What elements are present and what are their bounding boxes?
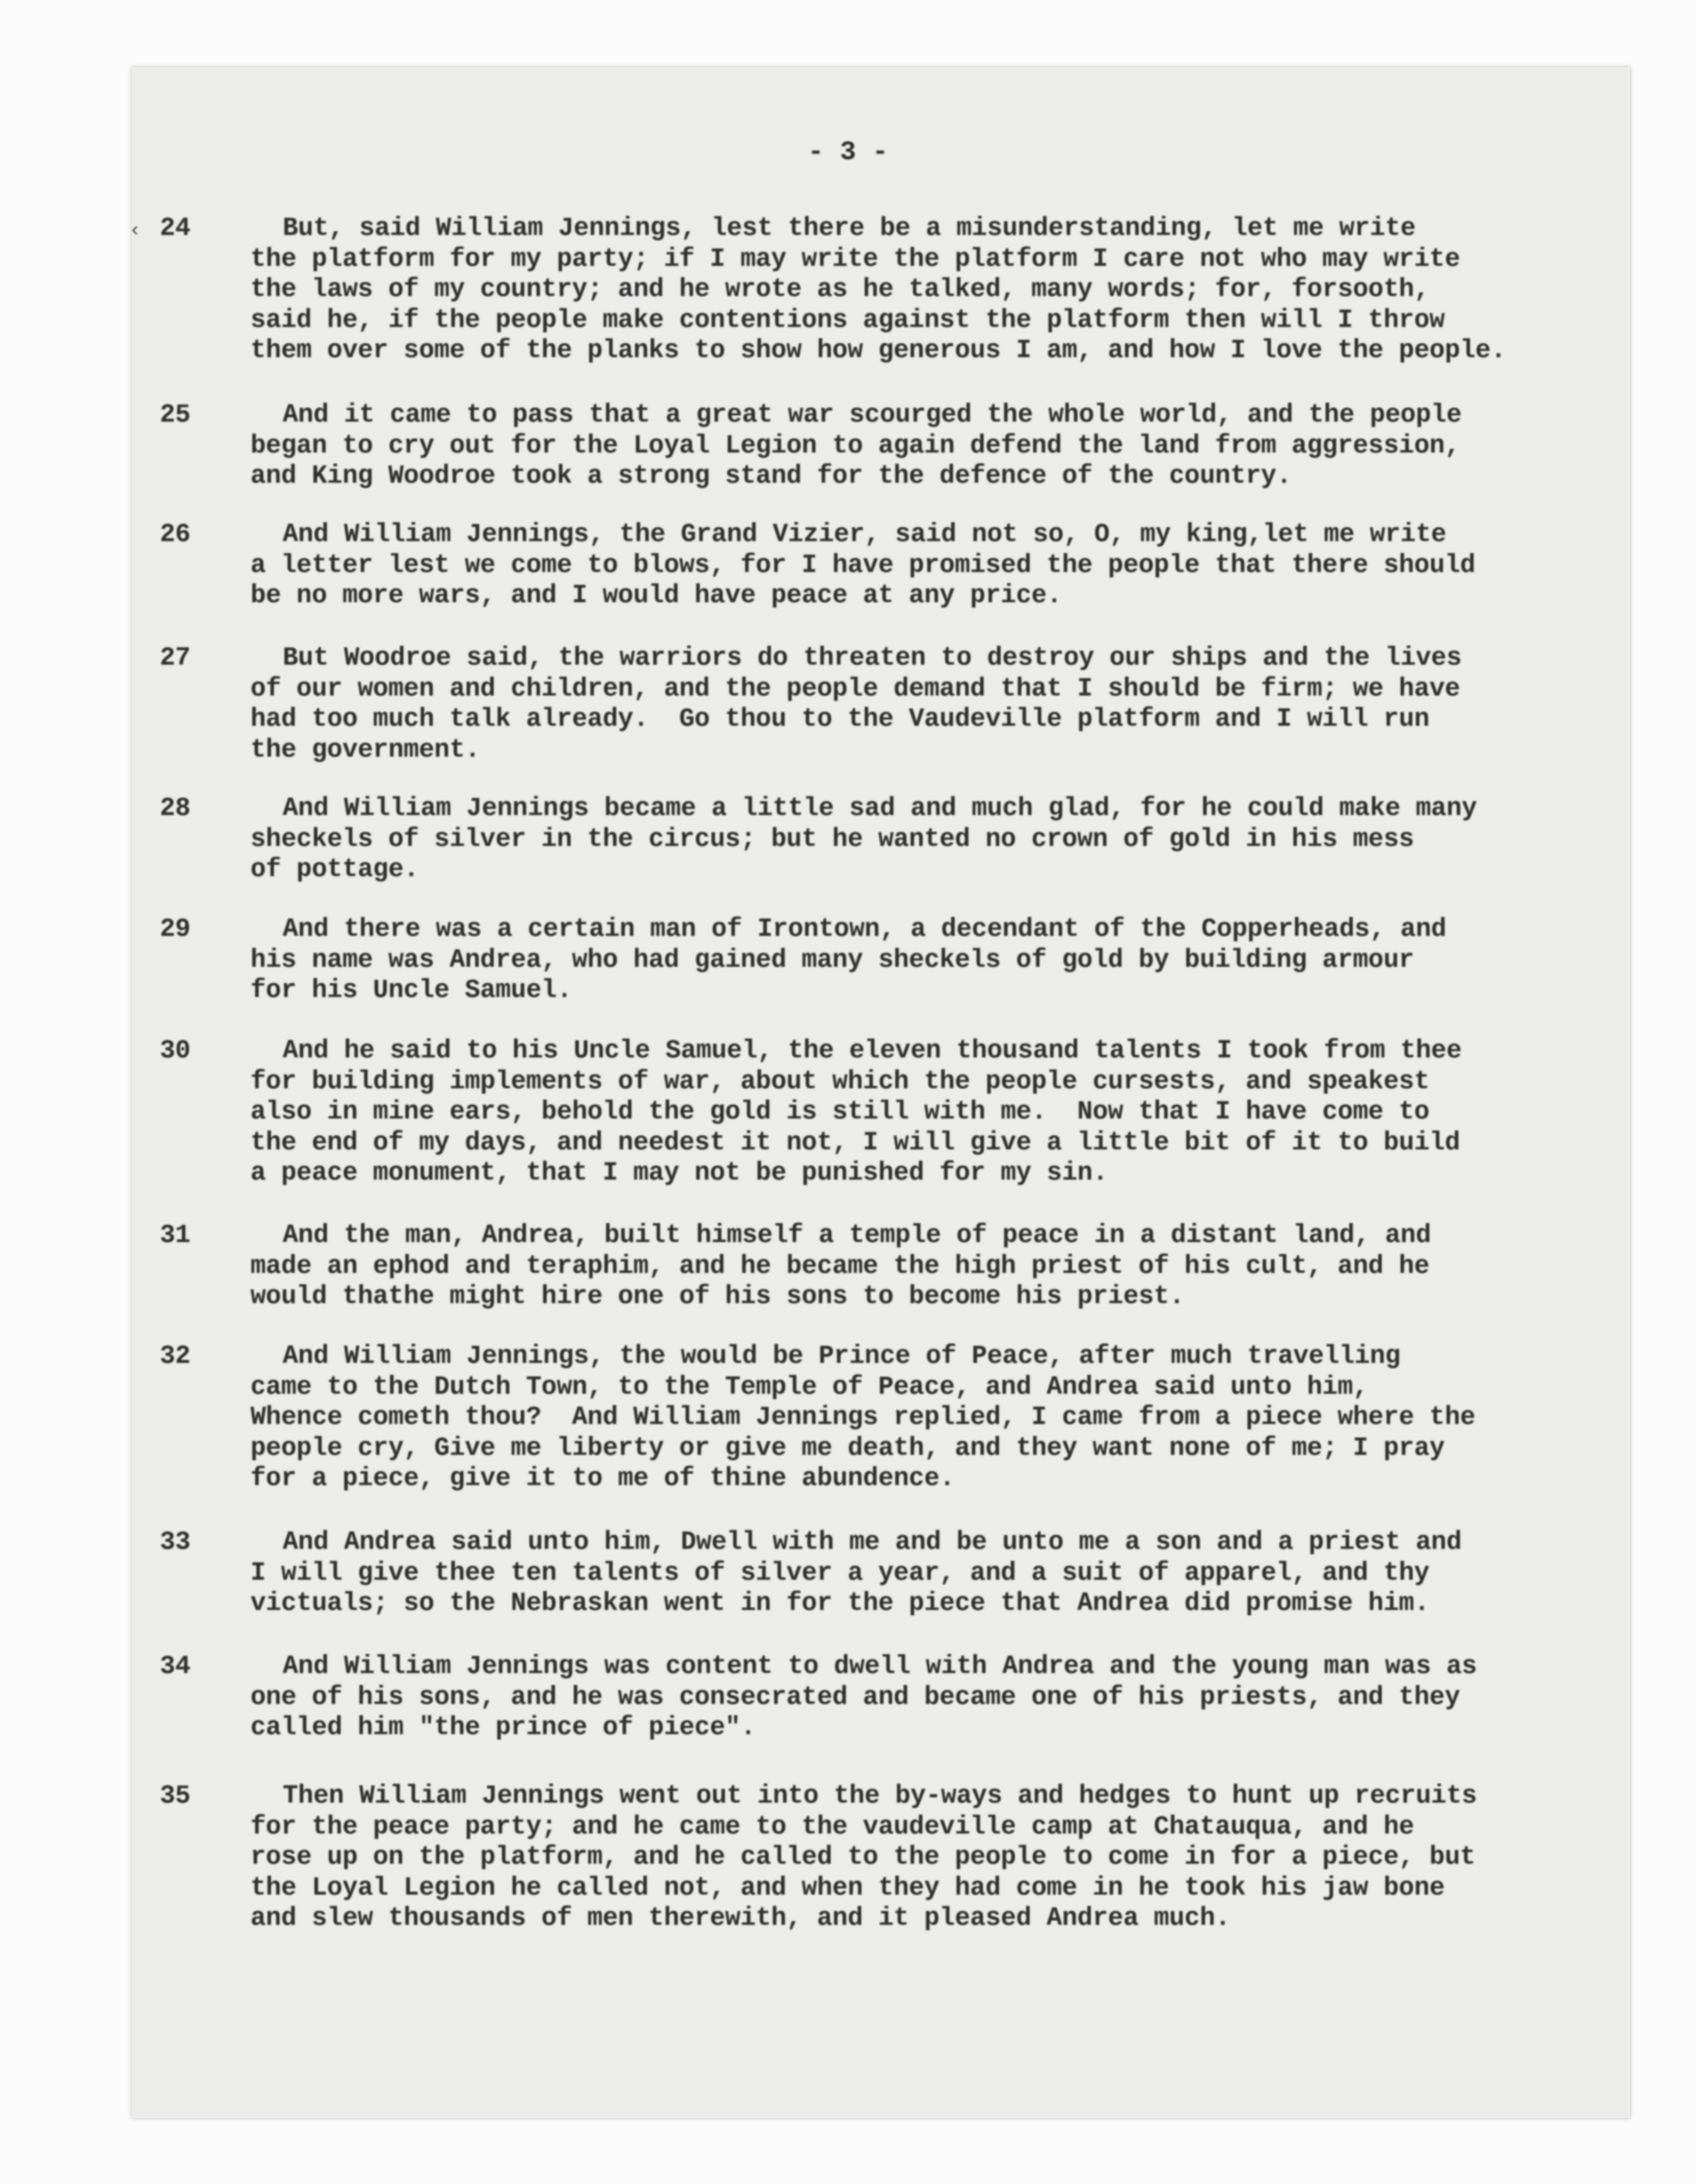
paragraph-text: [250, 1341, 1475, 1494]
paragraph-number: 24: [160, 213, 191, 243]
paragraph-text: [250, 794, 1477, 886]
text-line: And he said to his Uncle Samuel, the eleven thousand talents I took from thee: [283, 1036, 1462, 1065]
text-line: people cry, Give me liberty or give me death, and they want none of me; I pray: [250, 1433, 1445, 1463]
text-line: and slew thousands of men therewith, and it pleased Andrea much.: [250, 1903, 1231, 1933]
text-line: And it came to pass that a great war scourged the whole world, and the people: [283, 400, 1462, 430]
paragraph-number: 25: [160, 400, 191, 430]
text-line: And William Jennings became a little sad and much glad, for he could make many: [283, 794, 1477, 823]
page-number: - 3 -: [807, 138, 889, 168]
paragraph-text: [250, 1221, 1431, 1313]
text-line: a letter lest we come to blows, for I have promised the people that there should: [250, 550, 1476, 580]
text-line: rose up on the platform, and he called to the people to come in for a piece, but: [250, 1842, 1476, 1872]
paragraph-number: 35: [160, 1781, 191, 1811]
text-line: them over some of the planks to show how generous I am, and how I love the people.: [250, 336, 1506, 365]
text-line: for his Uncle Samuel.: [250, 976, 572, 1005]
text-line: the government.: [250, 734, 481, 765]
text-line: Whence cometh thou? And William Jennings replied, I came from a piece where the: [250, 1403, 1476, 1432]
text-line: sheckels of silver in the circus; but he wanted no crown of gold in his mess: [250, 824, 1415, 854]
margin-tick-mark: ‹: [132, 218, 138, 240]
text-line: I will give thee ten talents of silver a year, and a suit of apparel, and thy: [250, 1558, 1429, 1588]
text-line: of our women and children, and the people demand that I should be firm; we have: [250, 673, 1460, 704]
text-line: And Andrea said unto him, Dwell with me and be unto me a son and a priest and: [283, 1527, 1462, 1557]
paragraph-number: 30: [160, 1036, 191, 1065]
paragraph-text: [250, 520, 1475, 612]
text-line: And William Jennings was content to dwell with Andrea and the young man was as: [283, 1652, 1477, 1681]
text-line: and King Woodroe took a strong stand for the defence of the country.: [250, 461, 1292, 491]
text-line: And there was a certain man of Irontown, a decendant of the Copperheads, and: [283, 914, 1447, 944]
text-line: the laws of my country; and he wrote as he talked, many words; for, forsooth,: [250, 275, 1429, 304]
text-line: the end of my days, and needest it not, I will give a little bit of it to build: [250, 1127, 1460, 1157]
paragraph-number: 29: [160, 914, 191, 944]
text-line: his name was Andrea, who had gained many sheckels of gold by building armour: [250, 945, 1415, 975]
text-line: had too much talk already. Go thou to the Vaudeville platform and I will run: [250, 704, 1429, 734]
text-line: Then William Jennings went out into the by-ways and hedges to hunt up recruits: [283, 1781, 1477, 1811]
text-line: a peace monument, that I may not be punished for my sin.: [250, 1158, 1109, 1188]
text-line: for a piece, give it to me of thine abundence.: [250, 1464, 955, 1493]
paragraph-number: 26: [160, 520, 191, 549]
text-line: And William Jennings, the would be Prince of Peace, after much travelling: [283, 1341, 1401, 1371]
paragraph-text: [250, 1036, 1462, 1189]
paragraph-number: 32: [160, 1341, 191, 1371]
text-line: be no more wars, and I would have peace at any price.: [250, 581, 1062, 610]
paragraph-text: [250, 643, 1462, 765]
text-line: came to the Dutch Town, to the Temple of Peace, and Andrea said unto him,: [250, 1372, 1368, 1402]
text-line: began to cry out for the Loyal Legion to again defend the land from aggression,: [250, 430, 1460, 461]
paragraph-number: 28: [160, 794, 191, 823]
text-line: made an ephod and teraphim, and he became the high priest of his cult, and he: [250, 1251, 1429, 1281]
text-line: called him "the prince of piece".: [250, 1713, 756, 1742]
text-line: And William Jennings, the Grand Vizier, said not so, O, my king,let me write: [283, 520, 1447, 549]
text-line: the platform for my party; if I may write the platform I care not who may write: [250, 244, 1460, 274]
paragraph-text: [250, 400, 1462, 492]
text-line: But Woodroe said, the warriors do threaten to destroy our ships and the lives: [283, 643, 1462, 673]
text-line: for building implements of war, about which the people cursests, and speakest: [250, 1066, 1429, 1096]
text-line: said he, if the people make contentions against the platform then will I throw: [250, 305, 1445, 335]
text-line: victuals; so the Nebraskan went in for the piece that Andrea did promise him.: [250, 1588, 1429, 1618]
text-line: And the man, Andrea, built himself a temple of peace in a distant land, and: [283, 1221, 1431, 1250]
paragraph-text: [250, 1652, 1477, 1744]
text-line: of pottage.: [250, 855, 419, 884]
text-line: for the peace party; and he came to the vaudeville camp at Chatauqua, and he: [250, 1811, 1415, 1842]
paragraph-text: [250, 1527, 1462, 1619]
paragraph-number: 31: [160, 1221, 191, 1250]
text-line: would thathe might hire one of his sons to become his priest.: [250, 1282, 1185, 1311]
paragraph-text: [250, 213, 1506, 367]
text-line: also in mine ears, behold the gold is still with me. Now that I have come to: [250, 1097, 1429, 1127]
paragraph-text: [250, 914, 1446, 1006]
paragraph-text: [250, 1781, 1477, 1934]
paragraph-number: 33: [160, 1527, 191, 1557]
text-line: one of his sons, and he was consecrated and became one of his priests, and they: [250, 1682, 1460, 1712]
paragraph-number: 34: [160, 1652, 191, 1681]
text-line: the Loyal Legion he called not, and when they had come in he took his jaw bone: [250, 1872, 1445, 1903]
text-line: But, said William Jennings, lest there be a misunderstanding, let me write: [283, 213, 1416, 243]
paragraph-number: 27: [160, 643, 191, 673]
